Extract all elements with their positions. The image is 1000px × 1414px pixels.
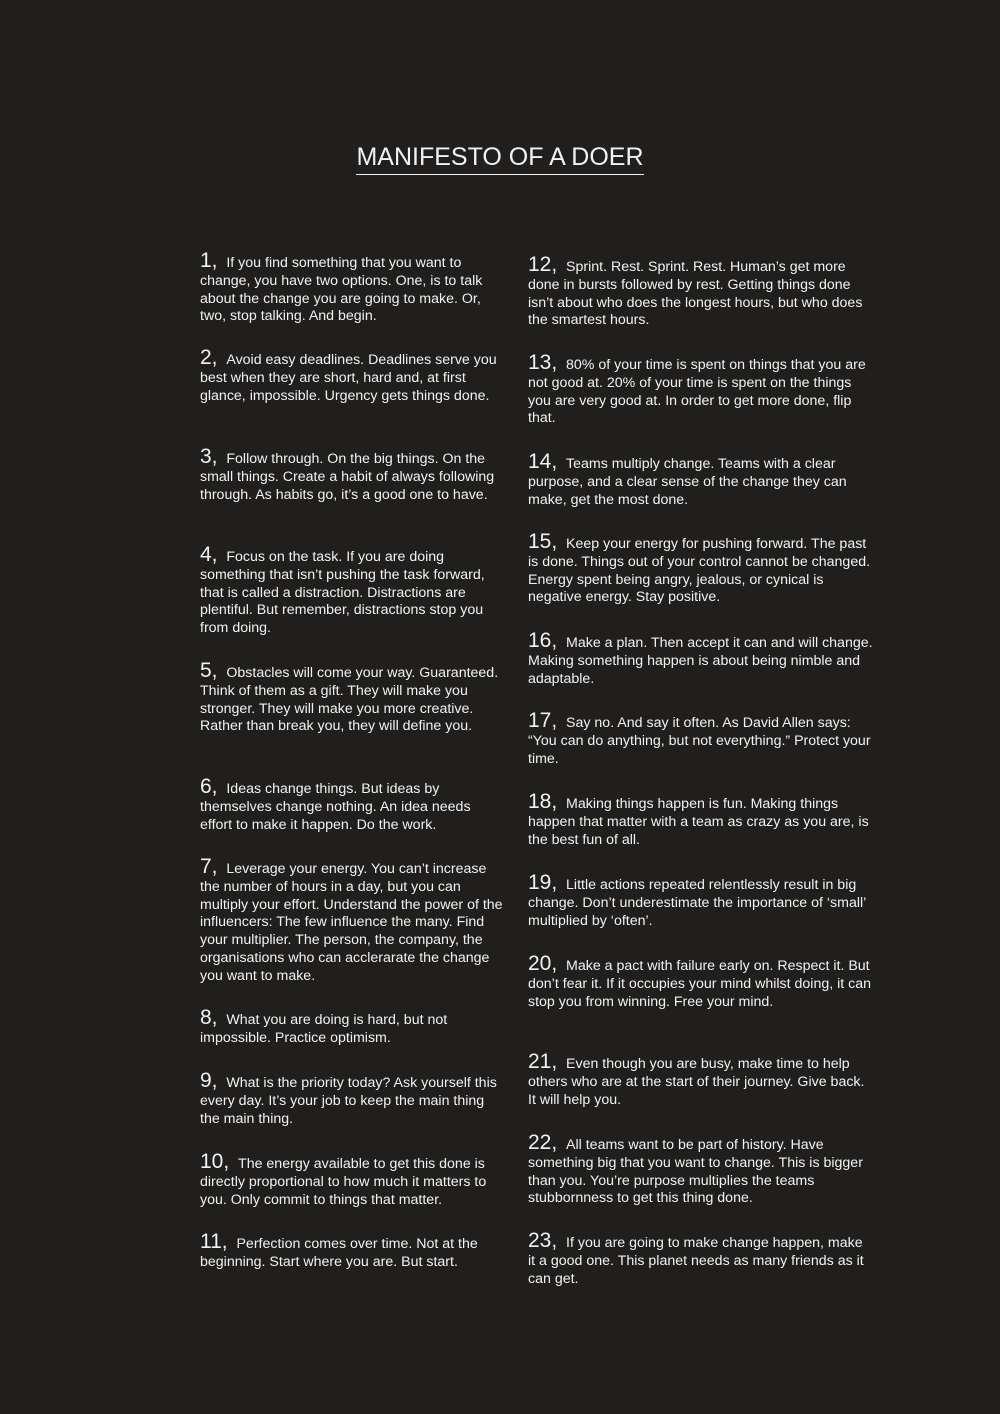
item-number: 1, bbox=[200, 249, 224, 272]
manifesto-item bbox=[200, 1150, 505, 1209]
manifesto-item bbox=[200, 1069, 505, 1128]
item-number: 10, bbox=[200, 1150, 236, 1173]
item-text: Follow through. On the big things. On the small things. Create a habit of always following through. As habits go, it’s a good one to have. bbox=[200, 451, 495, 503]
manifesto-item bbox=[200, 249, 505, 326]
item-number: 11, bbox=[200, 1230, 234, 1253]
item-text: Perfection comes over time. Not at the beginning. Start where you are. But start. bbox=[200, 1236, 478, 1270]
item-number: 14, bbox=[528, 450, 564, 473]
item-number: 19, bbox=[528, 871, 564, 894]
manifesto-item bbox=[528, 871, 873, 930]
item-number: 15, bbox=[528, 530, 564, 553]
item-number: 7, bbox=[200, 855, 224, 878]
item-text: 80% of your time is spent on things that you are not good at. 20% of your time is spent on the things you are very good at. In order to get more done, flip that. bbox=[528, 357, 866, 427]
item-number: 23, bbox=[528, 1229, 564, 1252]
manifesto-item bbox=[200, 445, 505, 504]
manifesto-item bbox=[528, 450, 873, 509]
manifesto-item bbox=[200, 1006, 505, 1048]
item-text: All teams want to be part of history. Have something big that you want to change. This is bigger than you. You’re purpose multiplies the teams stubbornness to get this thing done. bbox=[528, 1137, 863, 1207]
item-text: Teams multiply change. Teams with a clear purpose, and a clear sense of the change they can make, get the most done. bbox=[528, 456, 847, 508]
item-number: 16, bbox=[528, 629, 564, 652]
item-number: 2, bbox=[200, 346, 224, 369]
manifesto-item bbox=[528, 709, 873, 768]
item-text: Obstacles will come your way. Guaranteed. Think of them as a gift. They will make you stronger. They will make you more creative. Rather than break you, they will define you. bbox=[200, 665, 499, 735]
item-text: Say no. And say it often. As David Allen says: “You can do anything, but not everything.” Protect your time. bbox=[528, 715, 871, 767]
manifesto-item bbox=[200, 346, 505, 405]
item-number: 13, bbox=[528, 351, 564, 374]
manifesto-item bbox=[200, 1230, 505, 1272]
manifesto-item bbox=[200, 855, 505, 986]
item-number: 9, bbox=[200, 1069, 224, 1092]
item-number: 18, bbox=[528, 790, 564, 813]
item-text: What is the priority today? Ask yourself this every day. It’s your job to keep the main thing the main thing. bbox=[200, 1075, 497, 1127]
item-text: Sprint. Rest. Sprint. Rest. Human’s get more done in bursts followed by rest. Getting things done isn’t about who does the longest hours, but who does the smartest hours. bbox=[528, 259, 863, 329]
item-text: Making things happen is fun. Making things happen that matter with a team as crazy as you are, is the best fun of all. bbox=[528, 796, 869, 848]
manifesto-item bbox=[528, 253, 873, 330]
item-text: Keep your energy for pushing forward. The past is done. Things out of your control cannot be changed. Energy spent being angry, jealous, or cynical is negative energy. Stay positive. bbox=[528, 536, 871, 606]
item-number: 4, bbox=[200, 543, 224, 566]
manifesto-item bbox=[528, 1229, 873, 1288]
manifesto-item bbox=[528, 1131, 873, 1208]
item-text: If you are going to make change happen, make it a good one. This planet needs as many friends as it can get. bbox=[528, 1235, 864, 1287]
item-number: 8, bbox=[200, 1006, 224, 1029]
item-text: The energy available to get this done is directly proportional to how much it matters to you. Only commit to things that matter. bbox=[200, 1156, 487, 1208]
title-wrap bbox=[0, 143, 1000, 175]
item-number: 6, bbox=[200, 775, 224, 798]
item-text: Leverage your energy. You can’t increase the number of hours in a day, but you can multiply your effort. Understand the power of the influencers: The few influence the many. Find your multiplier. The person, the company, the organisations who can acclerarate the change you want to make. bbox=[200, 861, 503, 984]
item-number: 5, bbox=[200, 659, 224, 682]
item-text: If you find something that you want to change, you have two options. One, is to talk about the change you are going to make. Or, two, stop talking. And begin. bbox=[200, 255, 483, 325]
item-number: 12, bbox=[528, 253, 564, 276]
item-number: 17, bbox=[528, 709, 564, 732]
item-text: Avoid easy deadlines. Deadlines serve you best when they are short, hard and, at first glance, impossible. Urgency gets things done. bbox=[200, 352, 497, 404]
item-text: Make a plan. Then accept it can and will change. Making something happen is about being nimble and adaptable. bbox=[528, 635, 873, 687]
manifesto-item bbox=[200, 659, 505, 736]
manifesto-item bbox=[200, 543, 505, 638]
item-text: Ideas change things. But ideas by themselves change nothing. An idea needs effort to make it happen. Do the work. bbox=[200, 781, 471, 833]
manifesto-item bbox=[528, 530, 873, 607]
item-text: Even though you are busy, make time to help others who are at the start of their journey. Give back. It will help you. bbox=[528, 1056, 865, 1108]
manifesto-item bbox=[528, 952, 873, 1011]
manifesto-item bbox=[528, 790, 873, 849]
item-text: Focus on the task. If you are doing something that isn’t pushing the task forward, that is called a distraction. Distractions are plentiful. But remember, distractions stop you from doing. bbox=[200, 549, 485, 637]
page-title: MANIFESTO OF A DOER bbox=[356, 143, 643, 175]
item-text: Make a pact with failure early on. Respect it. But don’t fear it. If it occupies your mind whilst doing, it can stop you from winning. Free your mind. bbox=[528, 958, 872, 1010]
manifesto-item bbox=[528, 351, 873, 428]
item-number: 21, bbox=[528, 1050, 564, 1073]
manifesto-item bbox=[200, 775, 505, 834]
manifesto-item bbox=[528, 1050, 873, 1109]
manifesto-item bbox=[528, 629, 873, 688]
item-number: 20, bbox=[528, 952, 564, 975]
item-text: What you are doing is hard, but not impossible. Practice optimism. bbox=[200, 1012, 448, 1046]
item-text: Little actions repeated relentlessly result in big change. Don’t underestimate the importance of ‘small’ multiplied by ‘often’. bbox=[528, 877, 866, 929]
item-number: 3, bbox=[200, 445, 224, 468]
item-number: 22, bbox=[528, 1131, 564, 1154]
